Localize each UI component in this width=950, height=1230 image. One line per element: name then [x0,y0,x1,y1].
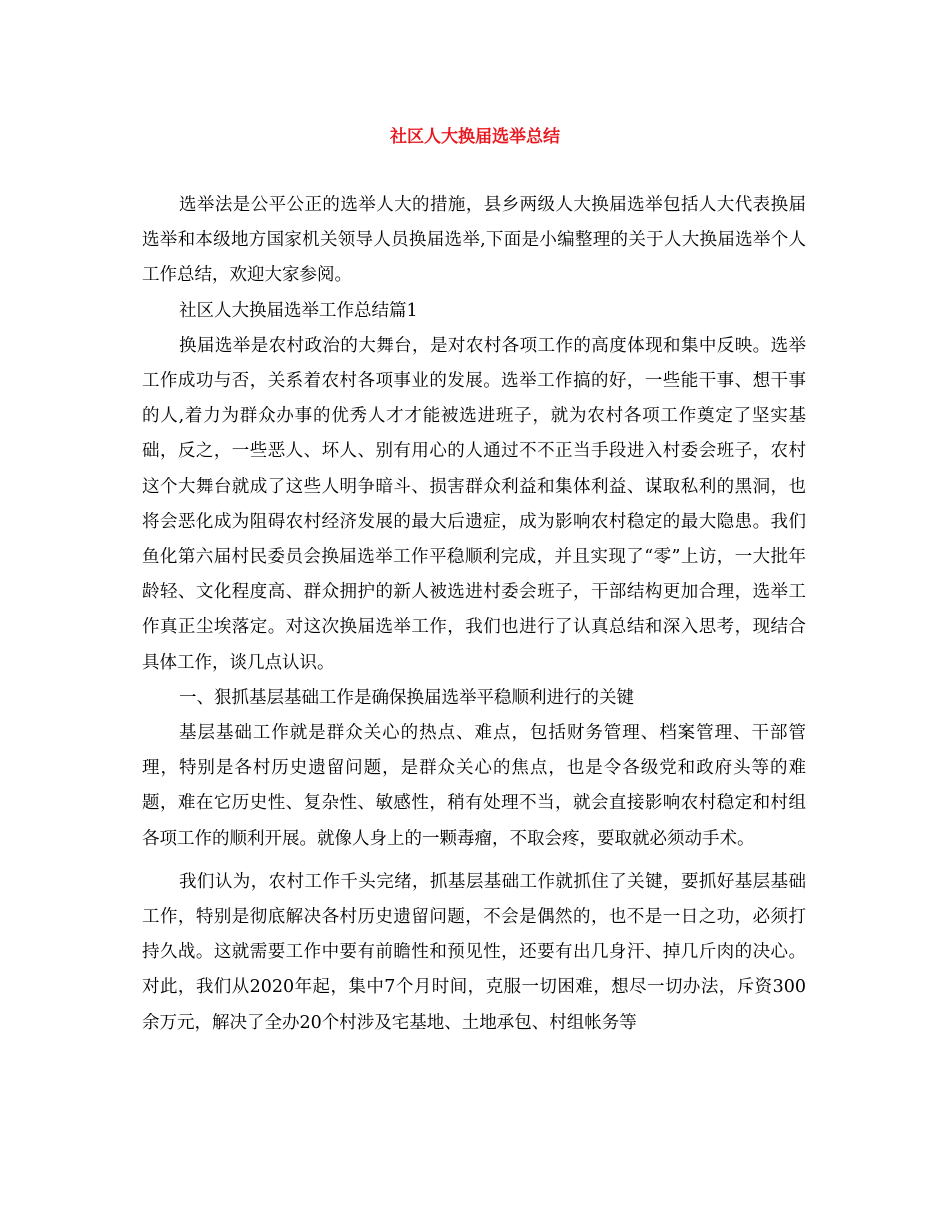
intro-paragraph: 选举法是公平公正的选举人大的措施，县乡两级人大换届选举包括人大代表换届选举和本级地方国家机关领导人员换届选举,下面是小编整理的关于人大换届选举个人工作总结，欢迎大家参阅。 [142,195,806,286]
body-paragraph: 换届选举是农村政治的大舞台，是对农村各项工作的高度体现和集中反映。选举工作成功与否，关系着农村各项事业的发展。选举工作搞的好，一些能干事、想干事的人,着力为群众办事的优秀人才才能被选进班子，就为农村各项工作奠定了坚实基础，反之，一些恶人、坏人、别有用心的人通过不不正当手段进入村委会班子，农村这个大舞台就成了这些人明争暗斗、损害群众利益和集体利益、谋取私利的黑洞，也将会恶化成为阻碍农村经济发展的最大后遗症，成为影响农村稳定的最大隐患。我们鱼化第六届村民委员会换届选举工作平稳顺利完成，并且实现了“零”上访，一大批年龄轻、文化程度高、群众拥护的新人被选进村委会班子，干部结构更加合理，选举工作真正尘埃落定。对这次换届选举工作，我们也进行了认真总结和深入思考，现结合具体工作，谈几点认识。 [142,335,806,673]
body-paragraph: 我们认为，农村工作千头完绪，抓基层基础工作就抓住了关键，要抓好基层基础工作，特别是彻底解决各村历史遗留问题，不会是偶然的，也不是一日之功，必须打持久战。这就需要工作中要有前瞻性和预见性，还要有出几身汗、掉几斤肉的决心。对此，我们从2020年起，集中7个月时间，克服一切困难，想尽一切办法，斥资300余万元，解决了全办20个村涉及宅基地、土地承包、村组帐务等 [142,871,806,1033]
document-title: 社区人大换届选举总结 [390,127,560,147]
section-heading: 一、狠抓基层基础工作是确保换届选举平稳顺利进行的关键 [179,687,634,708]
document-body [142,188,806,1041]
body-paragraph: 基层基础工作就是群众关心的热点、难点，包括财务管理、档案管理、干部管理，特别是各村历史遗留问题，是群众关心的焦点，也是令各级党和政府头等的难题，难在它历史性、复杂性、敏感性，稍有处理不当，就会直接影响农村稳定和村组各项工作的顺利开展。就像人身上的一颗毒瘤，不取会疼，要取就必须动手术。 [142,723,806,849]
section-heading: 社区人大换届选举工作总结篇1 [179,300,418,321]
